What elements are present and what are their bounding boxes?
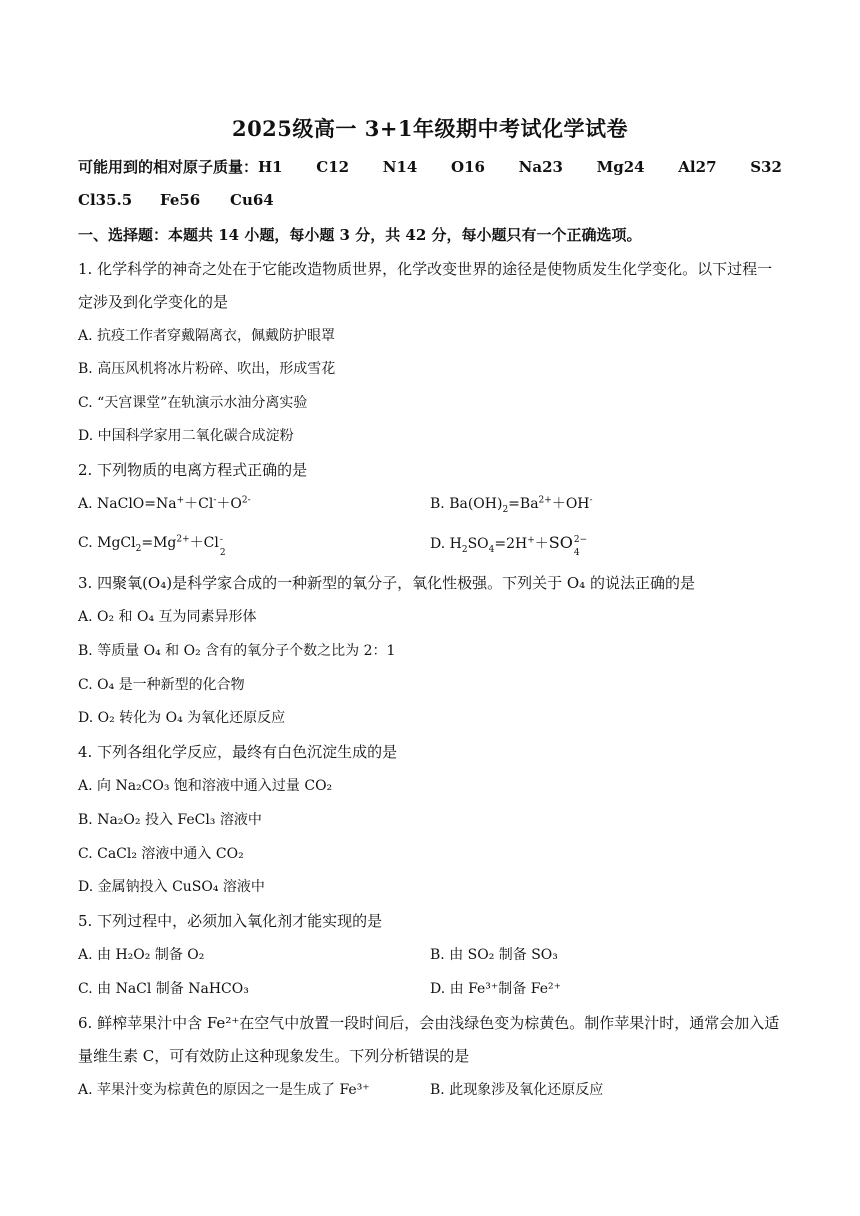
q4-option-c: C. CaCl₂ 溶液中通入 CO₂	[78, 846, 244, 862]
q1-option-b: B. 高压风机将冰片粉碎、吹出，形成雪花	[78, 361, 336, 377]
charge: 2−	[573, 535, 588, 545]
q1-stem-line-2: 定涉及到化学变化的是	[78, 293, 229, 311]
subscript: 2	[461, 544, 468, 555]
q4-option-d: D. 金属钠投入 CuSO₄ 溶液中	[78, 879, 265, 895]
sulfate-ion: SO	[548, 533, 573, 552]
charge: +	[527, 535, 535, 546]
charge: -	[589, 495, 593, 506]
formula-text: B. Ba(OH)	[430, 496, 503, 512]
q4-option-a: A. 向 Na₂CO₃ 饱和溶液中通入过量 CO₂	[78, 778, 333, 794]
q5-stem: 5. 下列过程中，必须加入氧化剂才能实现的是	[78, 912, 383, 930]
q2-option-c	[78, 533, 235, 558]
q6-stem-line-2: 量维生素 C，可有效防止这种现象发生。下列分析错误的是	[78, 1047, 470, 1065]
atomic-mass-row-2	[78, 190, 306, 210]
formula-text: C. MgCl	[78, 535, 136, 551]
ion-stack	[573, 533, 589, 558]
q5-option-b: B. 由 SO₂ 制备 SO₃	[430, 947, 558, 963]
q5-option-d: D. 由 Fe³⁺制备 Fe²⁺	[430, 981, 561, 997]
q2-option-d	[430, 533, 589, 558]
q2-stem: 2. 下列物质的电离方程式正确的是	[78, 461, 308, 479]
formula-text: =Ba	[508, 496, 539, 512]
atomic-mass-row-1	[78, 157, 782, 177]
subscript: 2	[219, 548, 226, 558]
q1-option-d: D. 中国科学家用二氧化碳合成淀粉	[78, 428, 294, 444]
formula-text: =Mg	[141, 535, 177, 551]
q5-option-c: C. 由 NaCl 制备 NaHCO₃	[78, 981, 249, 997]
q3-option-b: B. 等质量 O₄ 和 O₂ 含有的氧分子个数之比为 2：1	[78, 643, 396, 659]
formula-text: SO	[467, 536, 489, 552]
mass-item: N14	[382, 158, 418, 176]
q3-option-a: A. O₂ 和 O₄ 互为同素异形体	[78, 609, 257, 625]
q4-option-b: B. Na₂O₂ 投入 FeCl₃ 溶液中	[78, 812, 262, 828]
mass-item: Mg24	[596, 158, 645, 176]
subscript: 4	[573, 548, 580, 558]
q2-option-a	[78, 494, 251, 514]
q4-stem: 4. 下列各组化学反应，最终有白色沉淀生成的是	[78, 743, 398, 761]
q5-option-a: A. 由 H₂O₂ 制备 O₂	[78, 947, 205, 963]
mass-item: C12	[316, 158, 350, 176]
q3-stem: 3. 四聚氧(O₄)是科学家合成的一种新型的氧分子，氧化性极强。下列关于 O₄ 的说法正确的是	[78, 574, 695, 592]
formula-text: ＋O	[216, 496, 242, 512]
exam-title: 2025级高一 3+1年级期中考试化学试卷	[231, 116, 629, 141]
subscript: 4	[488, 544, 495, 555]
charge: +	[176, 495, 185, 506]
formula-text: D. H	[430, 536, 462, 552]
charge: 2+	[538, 495, 552, 506]
formula-text: ＋Cl	[189, 535, 219, 551]
q1-stem-line-1: 1. 化学科学的神奇之处在于它能改造物质世界，化学改变世界的途径是使物质发生化学变化。以下过程一	[78, 260, 773, 278]
charge: 2+	[176, 534, 190, 545]
charge: -	[219, 535, 223, 545]
q3-option-d: D. O₂ 转化为 O₄ 为氧化还原反应	[78, 710, 286, 726]
mass-item: Na23	[518, 158, 563, 176]
q1-option-a: A. 抗疫工作者穿戴隔离衣，佩戴防护眼罩	[78, 328, 336, 344]
mass-item: Al27	[678, 158, 717, 176]
atomic-mass-label: 可能用到的相对原子质量：H1	[78, 158, 283, 176]
subscript: 2	[135, 543, 142, 554]
formula-text: =2H	[494, 536, 528, 552]
charge: 2-	[241, 495, 251, 506]
section-heading: 一、选择题：本题共 14 小题，每小题 3 分，共 42 分，每小题只有一个正确选项。	[78, 226, 642, 244]
formula-text: A. NaClO=Na	[78, 496, 177, 512]
mass-item: Fe56	[160, 191, 201, 209]
formula-text: ＋	[534, 536, 549, 552]
mass-item: Cl35.5	[78, 191, 133, 209]
subscript: 2	[502, 504, 509, 515]
q1-option-c: C. “天宫课堂”在轨演示水油分离实验	[78, 395, 308, 411]
charge: -	[213, 495, 217, 506]
q2-option-b	[430, 494, 593, 514]
q3-option-c: C. O₄ 是一种新型的化合物	[78, 677, 245, 693]
formula-text: ＋Cl	[184, 496, 214, 512]
mass-item: Cu64	[230, 191, 274, 209]
ion-stack	[219, 533, 235, 558]
q6-option-a: A. 苹果汁变为棕黄色的原因之一是生成了 Fe³⁺	[78, 1082, 370, 1098]
mass-item: O16	[451, 158, 485, 176]
q6-option-b: B. 此现象涉及氧化还原反应	[430, 1082, 604, 1098]
q6-stem-line-1: 6. 鲜榨苹果汁中含 Fe²⁺在空气中放置一段时间后，会由浅绿色变为棕黄色。制作苹果汁时，通常会加入适	[78, 1014, 780, 1032]
mass-item: S32	[750, 158, 782, 176]
formula-text: ＋OH	[551, 496, 590, 512]
